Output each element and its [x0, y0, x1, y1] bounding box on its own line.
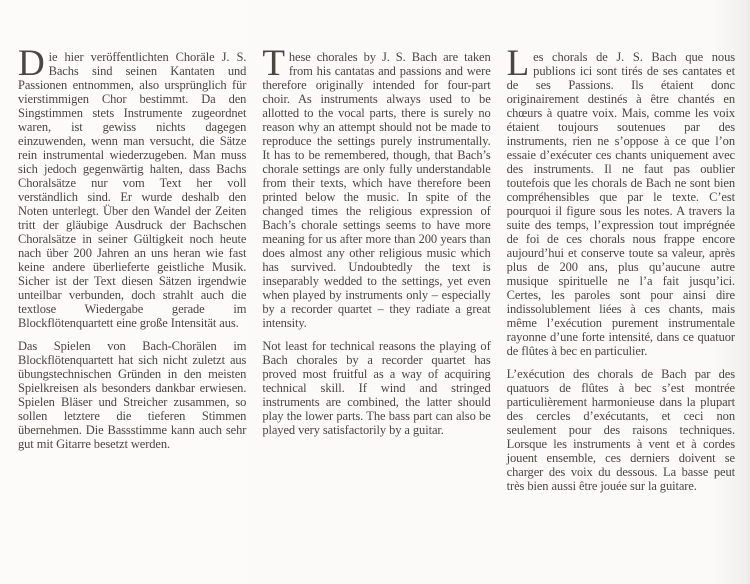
drop-cap-german: D	[18, 43, 45, 84]
drop-cap-english: T	[262, 43, 285, 84]
paragraph-text: ie hier veröffentlichten Choräle J. S. Bachs sind seinen Kantaten und Passionen entnommen, also ursprünglich für vierstimmigen Chor bestimmt. Da den Singstimmen stets Instrumente zugeordnet waren, ist gewiss nichts dagegen einzuwenden, wenn man versucht, die Sätze rein instrumental wiederzugeben. Man muss sich jedoch gegenwärtig halten, dass Bachs Choralsätze nur vom Text her voll verständlich sind. Er wurde deshalb den Noten unterlegt. Über den Wandel der Zeiten tritt der gläubige Ausdruck der Bachschen Choralsätze in seiner Gültigkeit noch heute nach über 200 Jahren an uns heran wie fast keine andere überlieferte geistliche Musik. Sicher ist der Text diesen Sätzen irgendwie unteilbar verbunden, doch strahlt auch die textlose Wiedergabe gerade im Blockflötenquartett eine große Intensität aus.	[18, 50, 247, 330]
paragraph-german-2	[18, 339, 246, 451]
column-english	[262, 43, 491, 584]
paragraph-english-1	[262, 43, 491, 330]
paragraph-text: hese chorales by J. S. Bach are taken from his cantatas and passions and were therefore originally intended for four-part choir. As instruments always used to be allotted to the vocal parts, there is surely no reason why an attempt should not be made to reproduce the settings purely instrumentally. It has to be remembered, though, that Bach’s chorale settings are only fully understandable from their texts, which have therefore been printed below the music. In spite of the changed times the religious expression of Bach’s chorale settings seems to have more meaning for us after more than 200 years than does almost any other religious music which has survived. Undoubtedly the text is inseparably wedded to the settings, yet even when played by instruments only – especially by a recorder quartet – they radiate a great intensity.	[262, 50, 491, 330]
paragraph-text: Das Spielen von Bach-Chorälen im Blockflötenquartett hat sich nicht zuletzt aus übungstechnischen Gründen in den meisten Spielkreisen als besonders dankbar erwiesen. Spielen Bläser und Streicher zusammen, so sollen letztere die tieferen Stimmen übernehmen. Die Bassstimme kann auch sehr gut mit Gitarre besetzt werden.	[18, 339, 247, 451]
paragraph-text: L’exécution des chorals de Bach par des quatuors de flûtes à bec s’est montrée particulièrement harmonieuse dans la plupart des cercles d’exécutants, et ceci non seulement pour des raisons techniques. Lorsque les instruments à vent et à cordes jouent ensemble, ces derniers doivent se charger des voix du dessous. La basse peut très bien aussi être jouée sur la guitare.	[506, 367, 735, 493]
column-french	[506, 43, 735, 584]
paragraph-french-2	[507, 367, 735, 493]
paragraph-text: es chorals de J. S. Bach que nous publions ici sont tirés de ses cantates et de ses Passions. Ils étaient donc originairement destinés à être chantés en chœurs à quatre voix. Mais, comme les voix étaient toujours soutenues par des instruments, rien ne s’oppose à ce que l’on essaie d’exécuter ces chants uniquement avec des instruments. Il ne faut pas oublier toutefois que les chorals de Bach ne sont bien compréhensibles que par le texte. C’est pourquoi il figure sous les notes. A travers la suite des temps, l’expression tout imprégnée de foi de ces chorals nous frappe encore aujourd’hui et conserve toute sa valeur, après plus de 200 ans, plus qu’aucune autre musique spirituelle ne l’a fait jusqu’ici. Certes, les paroles sont pour ainsi dire indissolublement liées à ces chants, mais même l’exécution purement instrumentale rayonne d’une forte intensité, dans ce quatuor de flûtes à bec en particulier.	[506, 50, 735, 358]
drop-cap-french: L	[506, 43, 530, 84]
paragraph-text: Not least for technical reasons the playing of Bach chorales by a recorder quartet has proved most fruitful as a way of acquiring technical skill. If wind and stringed instruments are combined, the latter should play the lower parts. The bass part can also be played very satisfactorily by a guitar.	[262, 339, 491, 437]
paragraph-french-1	[506, 43, 735, 358]
column-german	[18, 43, 247, 584]
paragraph-german-1	[18, 43, 247, 330]
paragraph-english-2	[262, 339, 490, 437]
